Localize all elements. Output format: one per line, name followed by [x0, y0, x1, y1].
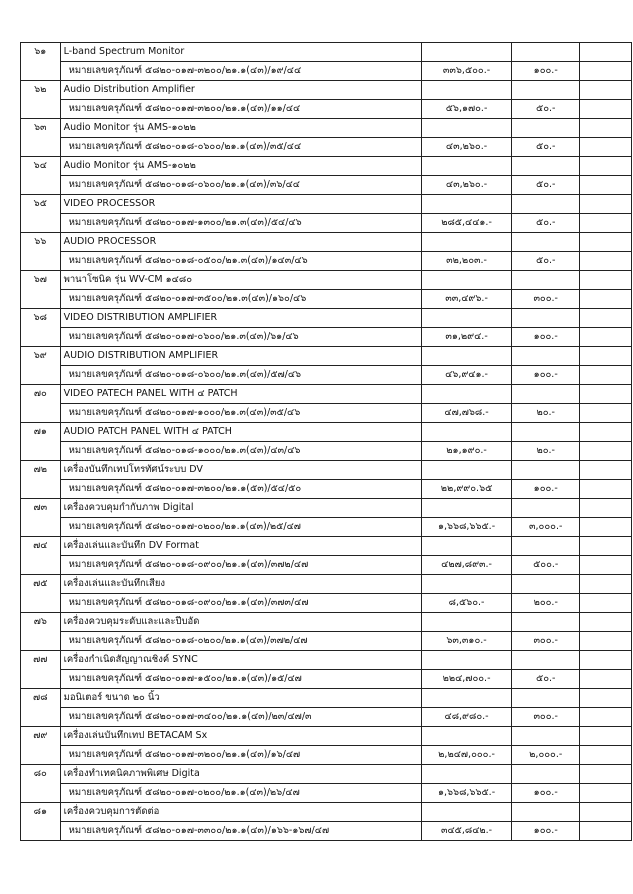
item-row	[21, 233, 632, 252]
item-name: เครื่องเล่นบันทึกเทป BETACAM Sx	[60, 727, 421, 746]
asset-depreciation: ๑๐๐.-	[512, 328, 580, 347]
empty-cell	[580, 233, 632, 252]
asset-code-row	[21, 214, 632, 233]
asset-depreciation: ๑๐๐.-	[512, 366, 580, 385]
asset-code: หมายเลขครุภัณฑ์ ๕๘๒๐-๐๑๗-๓๕๐๐/๒๑.๓(๔๓)/๑๖๐/๔๖	[60, 290, 421, 309]
item-row	[21, 461, 632, 480]
empty-cell	[421, 727, 511, 746]
item-name: เครื่องเล่นและบันทึกเสียง	[60, 575, 421, 594]
empty-cell	[21, 708, 61, 727]
remark-cell	[580, 214, 632, 233]
item-number: ๗๒	[21, 461, 61, 480]
asset-depreciation: ๑๐๐.-	[512, 62, 580, 81]
asset-code: หมายเลขครุภัณฑ์ ๕๘๒๐-๐๑๘-๐๖๐๐/๒๑.๑(๔๓)/๓๕/๔๔	[60, 138, 421, 157]
asset-code-row	[21, 442, 632, 461]
item-row	[21, 727, 632, 746]
empty-cell	[421, 347, 511, 366]
empty-cell	[580, 81, 632, 100]
asset-depreciation: ๑๐๐.-	[512, 822, 580, 841]
remark-cell	[580, 252, 632, 271]
asset-depreciation: ๒,๐๐๐.-	[512, 746, 580, 765]
asset-depreciation: ๕๐.-	[512, 252, 580, 271]
item-name: เครื่องควบคุมการตัดต่อ	[60, 803, 421, 822]
asset-code-row	[21, 632, 632, 651]
asset-code-row	[21, 62, 632, 81]
asset-depreciation: ๕๐.-	[512, 176, 580, 195]
item-name: Audio Monitor รุ่น AMS-๑๐๒๒	[60, 119, 421, 138]
asset-code-row	[21, 404, 632, 423]
empty-cell	[421, 423, 511, 442]
asset-code: หมายเลขครุภัณฑ์ ๕๘๒๐-๐๑๗-๓๔๐๐/๒๑.๑(๔๓)/๒๓/๔๗/๓	[60, 708, 421, 727]
remark-cell	[580, 62, 632, 81]
empty-cell	[21, 176, 61, 195]
remark-cell	[580, 442, 632, 461]
empty-cell	[21, 366, 61, 385]
empty-cell	[21, 632, 61, 651]
asset-code-row	[21, 708, 632, 727]
empty-cell	[512, 157, 580, 176]
item-row	[21, 157, 632, 176]
empty-cell	[512, 461, 580, 480]
item-row	[21, 651, 632, 670]
item-row	[21, 347, 632, 366]
empty-cell	[512, 81, 580, 100]
item-number: ๗๙	[21, 727, 61, 746]
item-number: ๖๙	[21, 347, 61, 366]
empty-cell	[512, 233, 580, 252]
item-row	[21, 575, 632, 594]
asset-code: หมายเลขครุภัณฑ์ ๕๘๒๐-๐๑๗-๓๒๐๐/๒๑.๑(๔๓)/๑๑/๔๔	[60, 100, 421, 119]
empty-cell	[580, 651, 632, 670]
asset-code: หมายเลขครุภัณฑ์ ๕๘๒๐-๐๑๗-๓๒๐๐/๒๑.๑(๔๓)/๑๖/๔๗	[60, 746, 421, 765]
asset-code-row	[21, 366, 632, 385]
empty-cell	[580, 613, 632, 632]
empty-cell	[21, 328, 61, 347]
empty-cell	[512, 765, 580, 784]
asset-price: ๒๒๔,๗๐๐.-	[421, 670, 511, 689]
empty-cell	[21, 556, 61, 575]
asset-code-row	[21, 138, 632, 157]
item-name: เครื่องควบคุมกำกับภาพ Digital	[60, 499, 421, 518]
asset-table	[20, 42, 632, 841]
asset-code-row	[21, 784, 632, 803]
item-name: AUDIO PROCESSOR	[60, 233, 421, 252]
asset-code: หมายเลขครุภัณฑ์ ๕๘๒๐-๐๑๘-๐๖๐๐/๒๑.๑(๔๓)/๓๖/๔๔	[60, 176, 421, 195]
asset-code-row	[21, 746, 632, 765]
item-number: ๖๘	[21, 309, 61, 328]
empty-cell	[421, 81, 511, 100]
remark-cell	[580, 556, 632, 575]
empty-cell	[421, 461, 511, 480]
asset-price: ๒,๒๔๗,๐๐๐.-	[421, 746, 511, 765]
asset-code: หมายเลขครุภัณฑ์ ๕๘๒๐-๐๑๘-๐๙๐๐/๒๑.๑(๔๓)/๓๗๒/๔๗	[60, 556, 421, 575]
empty-cell	[21, 746, 61, 765]
item-name: เครื่องควบคุมระดับและและปีบอัด	[60, 613, 421, 632]
empty-cell	[21, 214, 61, 233]
item-name: VIDEO DISTRIBUTION AMPLIFIER	[60, 309, 421, 328]
asset-code-row	[21, 480, 632, 499]
empty-cell	[512, 43, 580, 62]
asset-price: ๑,๖๖๘,๖๖๕.-	[421, 518, 511, 537]
asset-depreciation: ๑๐๐.-	[512, 784, 580, 803]
empty-cell	[421, 499, 511, 518]
asset-code: หมายเลขครุภัณฑ์ ๕๘๒๐-๐๑๗-๐๒๐๐/๒๑.๑(๔๓)/๒๕/๔๗	[60, 518, 421, 537]
item-number: ๖๕	[21, 195, 61, 214]
remark-cell	[580, 708, 632, 727]
item-row	[21, 765, 632, 784]
empty-cell	[512, 309, 580, 328]
item-row	[21, 613, 632, 632]
empty-cell	[21, 480, 61, 499]
empty-cell	[580, 195, 632, 214]
item-number: ๗๔	[21, 537, 61, 556]
asset-depreciation: ๓๐๐.-	[512, 632, 580, 651]
empty-cell	[512, 423, 580, 442]
asset-depreciation: ๓๐๐.-	[512, 290, 580, 309]
remark-cell	[580, 670, 632, 689]
item-number: ๘๑	[21, 803, 61, 822]
empty-cell	[580, 309, 632, 328]
empty-cell	[21, 252, 61, 271]
empty-cell	[21, 784, 61, 803]
asset-price: ๔๗,๗๖๘.-	[421, 404, 511, 423]
item-row	[21, 537, 632, 556]
asset-depreciation: ๕๐๐.-	[512, 556, 580, 575]
remark-cell	[580, 328, 632, 347]
asset-code-row	[21, 252, 632, 271]
empty-cell	[512, 195, 580, 214]
remark-cell	[580, 480, 632, 499]
empty-cell	[421, 575, 511, 594]
empty-cell	[580, 157, 632, 176]
empty-cell	[21, 670, 61, 689]
item-number: ๖๗	[21, 271, 61, 290]
empty-cell	[21, 290, 61, 309]
asset-code-row	[21, 100, 632, 119]
item-row	[21, 81, 632, 100]
item-row	[21, 385, 632, 404]
empty-cell	[580, 43, 632, 62]
asset-depreciation: ๒๐.-	[512, 442, 580, 461]
asset-code-row	[21, 176, 632, 195]
asset-code: หมายเลขครุภัณฑ์ ๕๘๒๐-๐๑๗-๑๕๐๐/๒๑.๑(๔๓)/๑๕/๔๗	[60, 670, 421, 689]
asset-price: ๔๒๗,๘๙๓.-	[421, 556, 511, 575]
remark-cell	[580, 594, 632, 613]
asset-price: ๔๓,๒๖๐.-	[421, 176, 511, 195]
asset-depreciation: ๕๐.-	[512, 670, 580, 689]
remark-cell	[580, 822, 632, 841]
empty-cell	[421, 195, 511, 214]
item-row	[21, 43, 632, 62]
asset-code: หมายเลขครุภัณฑ์ ๕๘๒๐-๐๑๘-๑๐๐๐/๒๑.๓(๔๓)/๔๓/๔๖	[60, 442, 421, 461]
asset-code-row	[21, 822, 632, 841]
asset-price: ๔๓,๒๖๐.-	[421, 138, 511, 157]
empty-cell	[580, 803, 632, 822]
empty-cell	[580, 727, 632, 746]
asset-code-row	[21, 556, 632, 575]
asset-code-row	[21, 594, 632, 613]
asset-code: หมายเลขครุภัณฑ์ ๕๘๒๐-๐๑๗-๑๓๐๐/๒๑.๓(๔๓)/๕๔/๔๖	[60, 214, 421, 233]
empty-cell	[21, 518, 61, 537]
asset-price: ๒๘๕,๔๔๑.-	[421, 214, 511, 233]
item-number: ๖๔	[21, 157, 61, 176]
asset-code: หมายเลขครุภัณฑ์ ๕๘๒๐-๐๑๗-๓๒๐๐/๒๑.๑(๔๓)/๑๙/๔๔	[60, 62, 421, 81]
remark-cell	[580, 366, 632, 385]
remark-cell	[580, 138, 632, 157]
empty-cell	[421, 157, 511, 176]
remark-cell	[580, 518, 632, 537]
empty-cell	[421, 803, 511, 822]
asset-depreciation: ๓,๐๐๐.-	[512, 518, 580, 537]
remark-cell	[580, 632, 632, 651]
empty-cell	[21, 62, 61, 81]
asset-code: หมายเลขครุภัณฑ์ ๕๘๒๐-๐๑๗-๐๖๐๐/๒๑.๓(๔๓)/๖๑/๔๖	[60, 328, 421, 347]
item-number: ๗๑	[21, 423, 61, 442]
empty-cell	[421, 271, 511, 290]
empty-cell	[421, 689, 511, 708]
empty-cell	[512, 271, 580, 290]
item-name: VIDEO PATECH PANEL WITH ๔ PATCH	[60, 385, 421, 404]
empty-cell	[421, 43, 511, 62]
asset-price: ๓๔๕,๘๔๒.-	[421, 822, 511, 841]
empty-cell	[512, 385, 580, 404]
empty-cell	[421, 233, 511, 252]
item-row	[21, 689, 632, 708]
remark-cell	[580, 784, 632, 803]
item-number: ๖๒	[21, 81, 61, 100]
asset-price: ๒๒,๙๙๐.๖๕	[421, 480, 511, 499]
remark-cell	[580, 176, 632, 195]
remark-cell	[580, 290, 632, 309]
asset-price: ๔๖,๙๔๑.-	[421, 366, 511, 385]
empty-cell	[512, 613, 580, 632]
asset-price: ๓๑,๒๙๔.-	[421, 328, 511, 347]
empty-cell	[421, 309, 511, 328]
item-row	[21, 423, 632, 442]
item-number: ๗๐	[21, 385, 61, 404]
item-name: AUDIO DISTRIBUTION AMPLIFIER	[60, 347, 421, 366]
empty-cell	[512, 499, 580, 518]
empty-cell	[512, 689, 580, 708]
item-number: ๗๓	[21, 499, 61, 518]
empty-cell	[21, 100, 61, 119]
asset-depreciation: ๓๐๐.-	[512, 708, 580, 727]
empty-cell	[512, 651, 580, 670]
empty-cell	[580, 347, 632, 366]
item-number: ๗๘	[21, 689, 61, 708]
empty-cell	[21, 442, 61, 461]
asset-price: ๓๓,๔๙๖.-	[421, 290, 511, 309]
empty-cell	[421, 119, 511, 138]
empty-cell	[421, 385, 511, 404]
asset-price: ๓๓๖,๕๐๐.-	[421, 62, 511, 81]
item-name: เครื่องกำเนิดสัญญาณชิงค์ SYNC	[60, 651, 421, 670]
empty-cell	[21, 138, 61, 157]
empty-cell	[512, 119, 580, 138]
asset-code-row	[21, 518, 632, 537]
asset-code: หมายเลขครุภัณฑ์ ๕๘๒๐-๐๑๗-๓๒๐๐/๒๑.๑(๕๓)/๕๔/๕๐	[60, 480, 421, 499]
item-name: เครื่องบันทึกเทปโทรทัศน์ระบบ DV	[60, 461, 421, 480]
empty-cell	[580, 385, 632, 404]
empty-cell	[580, 765, 632, 784]
asset-code-row	[21, 670, 632, 689]
asset-price: ๘,๕๖๐.-	[421, 594, 511, 613]
asset-table-body	[21, 43, 632, 841]
asset-price: ๓๒,๒๐๓.-	[421, 252, 511, 271]
remark-cell	[580, 404, 632, 423]
asset-code: หมายเลขครุภัณฑ์ ๕๘๒๐-๐๑๗-๓๓๐๐/๒๑.๑(๔๓)/๑๖๖-๑๖๗/๔๗	[60, 822, 421, 841]
remark-cell	[580, 746, 632, 765]
empty-cell	[580, 689, 632, 708]
asset-depreciation: ๕๐.-	[512, 100, 580, 119]
asset-code: หมายเลขครุภัณฑ์ ๕๘๒๐-๐๑๘-๐๕๐๐/๒๑.๓(๔๓)/๑๔๓/๔๖	[60, 252, 421, 271]
item-number: ๗๕	[21, 575, 61, 594]
asset-price: ๖๓,๓๑๐.-	[421, 632, 511, 651]
asset-price: ๑,๖๖๘,๖๖๕.-	[421, 784, 511, 803]
asset-code: หมายเลขครุภัณฑ์ ๕๘๒๐-๐๑๗-๐๒๐๐/๒๑.๑(๔๓)/๒๖/๔๗	[60, 784, 421, 803]
asset-code: หมายเลขครุภัณฑ์ ๕๘๒๐-๐๑๘-๐๖๐๐/๒๑.๓(๔๓)/๕๗/๔๖	[60, 366, 421, 385]
item-row	[21, 803, 632, 822]
item-number: ๘๐	[21, 765, 61, 784]
item-row	[21, 499, 632, 518]
empty-cell	[21, 594, 61, 613]
item-number: ๖๑	[21, 43, 61, 62]
item-name: Audio Distribution Amplifier	[60, 81, 421, 100]
item-name: พานาโซนิค รุ่น WV-CM ๑๔๘๐	[60, 271, 421, 290]
empty-cell	[580, 499, 632, 518]
empty-cell	[512, 727, 580, 746]
empty-cell	[21, 822, 61, 841]
empty-cell	[421, 765, 511, 784]
asset-depreciation: ๕๐.-	[512, 214, 580, 233]
item-name: Audio Monitor รุ่น AMS-๑๐๒๒	[60, 157, 421, 176]
remark-cell	[580, 100, 632, 119]
empty-cell	[580, 271, 632, 290]
item-number: ๖๖	[21, 233, 61, 252]
asset-depreciation: ๒๐๐.-	[512, 594, 580, 613]
item-name: AUDIO PATCH PANEL WITH ๔ PATCH	[60, 423, 421, 442]
asset-price: ๔๘,๙๘๐.-	[421, 708, 511, 727]
empty-cell	[512, 537, 580, 556]
empty-cell	[512, 803, 580, 822]
asset-price: ๕๖,๑๗๐.-	[421, 100, 511, 119]
empty-cell	[421, 651, 511, 670]
asset-code: หมายเลขครุภัณฑ์ ๕๘๒๐-๐๑๗-๑๐๐๐/๒๑.๓(๔๓)/๓๕/๔๖	[60, 404, 421, 423]
asset-depreciation: ๑๐๐.-	[512, 480, 580, 499]
item-row	[21, 309, 632, 328]
item-name: เครื่องเล่นและบันทึก DV Format	[60, 537, 421, 556]
asset-depreciation: ๕๐.-	[512, 138, 580, 157]
empty-cell	[512, 575, 580, 594]
asset-code: หมายเลขครุภัณฑ์ ๕๘๒๐-๐๑๘-๐๙๐๐/๒๑.๑(๔๓)/๓๗๓/๔๗	[60, 594, 421, 613]
empty-cell	[580, 423, 632, 442]
item-name: มอนิเตอร์ ขนาด ๒๐ นิ้ว	[60, 689, 421, 708]
asset-code: หมายเลขครุภัณฑ์ ๕๘๒๐-๐๑๘-๐๒๐๐/๒๑.๑(๔๓)/๓๗๒/๔๗	[60, 632, 421, 651]
item-number: ๗๗	[21, 651, 61, 670]
asset-code-row	[21, 290, 632, 309]
empty-cell	[421, 613, 511, 632]
item-row	[21, 119, 632, 138]
item-number: ๖๓	[21, 119, 61, 138]
asset-code-row	[21, 328, 632, 347]
empty-cell	[421, 537, 511, 556]
item-name: VIDEO PROCESSOR	[60, 195, 421, 214]
empty-cell	[21, 404, 61, 423]
empty-cell	[580, 461, 632, 480]
item-number: ๗๖	[21, 613, 61, 632]
empty-cell	[580, 575, 632, 594]
item-name: L-band Spectrum Monitor	[60, 43, 421, 62]
asset-price: ๒๑,๑๙๐.-	[421, 442, 511, 461]
empty-cell	[580, 537, 632, 556]
empty-cell	[580, 119, 632, 138]
empty-cell	[512, 347, 580, 366]
asset-depreciation: ๒๐.-	[512, 404, 580, 423]
item-row	[21, 195, 632, 214]
item-name: เครื่องทำเทคนิคภาพพิเศษ Digita	[60, 765, 421, 784]
item-row	[21, 271, 632, 290]
